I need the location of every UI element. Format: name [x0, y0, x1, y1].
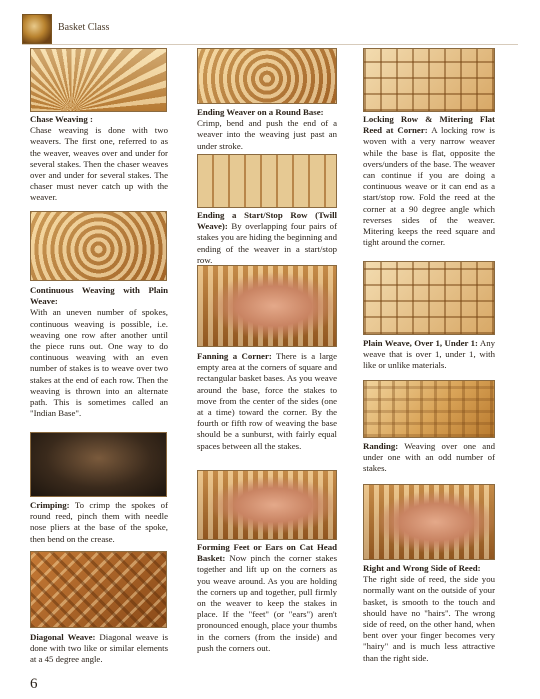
diagonal-weave-photo — [30, 551, 167, 628]
header-divider — [22, 44, 518, 45]
diagonal-weave-caption — [30, 632, 168, 666]
caption-title: Diagonal Weave: — [30, 632, 96, 642]
caption-body: Now pinch the corner stakes together and lift up on the corners as you weave around. As you are holding the corners up and together, pull firmly on the weaver to keep the stakes in place. If the "feet" (or "ears") aren't pronounced enough, place your thumbs in the corners (from the inside) and push the corners out. — [197, 553, 338, 653]
forming-feet-photo — [197, 470, 337, 540]
page-number: 6 — [30, 676, 38, 692]
crimping-caption — [30, 500, 168, 545]
forming-feet-caption — [197, 542, 337, 654]
ending-weaver-photo — [197, 48, 337, 104]
right-wrong-side-photo — [363, 484, 495, 560]
caption-title: Plain Weave, Over 1, Under 1: — [363, 338, 478, 348]
caption-title: Fanning a Corner: — [197, 351, 272, 361]
randing-caption — [363, 441, 495, 475]
chase-weaving-caption — [30, 114, 168, 204]
caption-title: Crimping: — [30, 500, 70, 510]
right-wrong-side-caption — [363, 563, 495, 664]
randing-photo — [363, 380, 495, 438]
caption-title: Right and Wrong Side of Reed: — [363, 563, 481, 573]
caption-body: A locking row is woven with a very narrow weaver while the base is flat, opposite the overs/unders of the base. The weaver can continue if you are doing a continuous weave or it can end as a start/stop row. Fold the reed at the corner at a 90 degree angle which reverses sides of the weaver. Mitering keeps the reed square and tight around the corner. — [363, 125, 495, 248]
plain-weave-photo — [363, 261, 495, 335]
header-title: Basket Class — [58, 22, 110, 33]
ending-weaver-caption — [197, 107, 337, 152]
caption-body: To crimp the spokes of round reed, pinch them with needle nose pliers at the base of the spoke, then bend on the crease. — [30, 500, 168, 544]
caption-title: Chase Weaving : — [30, 114, 93, 124]
basket-logo-icon — [22, 14, 52, 44]
caption-body: Any weave that is over 1, under 1, with like or unlike materials. — [363, 338, 495, 371]
locking-row-caption — [363, 114, 495, 248]
caption-body: Chase weaving is done with two weavers. The first one, referred to as the weaver, weaves over and under for several stakes. Then the chaser weaves over and under for several stakes. The chaser must never catch up with the weaver. — [30, 125, 168, 203]
fanning-corner-photo — [197, 265, 337, 347]
fanning-corner-caption — [197, 351, 337, 452]
caption-title: Ending Weaver on a Round Base: — [197, 107, 324, 117]
caption-body: There is a large empty area at the corners of square and rectangular basket bases. As you weave around the base, force the stakes to move from the center of the sides (one at a time) toward the corner. By the fourth or fifth row of weaving the base should be a sunburst, with fairly equal spaces between all the stakes. — [197, 351, 337, 451]
crimping-photo — [30, 432, 167, 497]
continuous-weaving-caption — [30, 285, 168, 419]
caption-body: Crimp, bend and push the end of a weaver into the weaving just past an under stroke. — [197, 118, 337, 151]
caption-body: With an uneven number of spokes, continuous weaving is possible, i.e. weaving one row after another until the piece runs out. One way to do continuous weaving with an even number of stakes is to weave over two stakes at the end of each row. Then the weaving is thrown into an alternate path. This is sometimes called an "Indian Base". — [30, 307, 168, 419]
caption-title: Randing: — [363, 441, 399, 451]
caption-title: Forming Feet or Ears on Cat Head Basket: — [197, 542, 337, 564]
caption-title: Ending a Start/Stop Row (Twill Weave): — [197, 210, 337, 232]
page-header — [0, 0, 540, 44]
caption-body: Diagonal weave is done with two like or similar elements at a 45 degree angle. — [30, 632, 168, 665]
locking-row-photo — [363, 48, 495, 112]
plain-weave-caption — [363, 338, 495, 372]
caption-body: By overlapping four pairs of stakes you are hiding the beginning and ending of the weaver in a start/stop row. — [197, 221, 337, 265]
start-stop-row-photo — [197, 154, 337, 208]
start-stop-row-caption — [197, 210, 337, 266]
caption-body: The right side of reed, the side you normally want on the outside of your basket, is smooth to the touch and should have no "hairs". The wrong side of reed, on the other hand, when bent over your finger becomes very "hairy" and is much less attractive than the right side. — [363, 574, 495, 663]
caption-title: Continuous Weaving with Plain Weave: — [30, 285, 168, 307]
continuous-weaving-photo — [30, 211, 167, 281]
chase-weaving-photo — [30, 48, 167, 112]
caption-title: Locking Row & Mitering Flat Reed at Corner: — [363, 114, 495, 136]
caption-body: Weaving over one and under one with an odd number of stakes. — [363, 441, 495, 474]
